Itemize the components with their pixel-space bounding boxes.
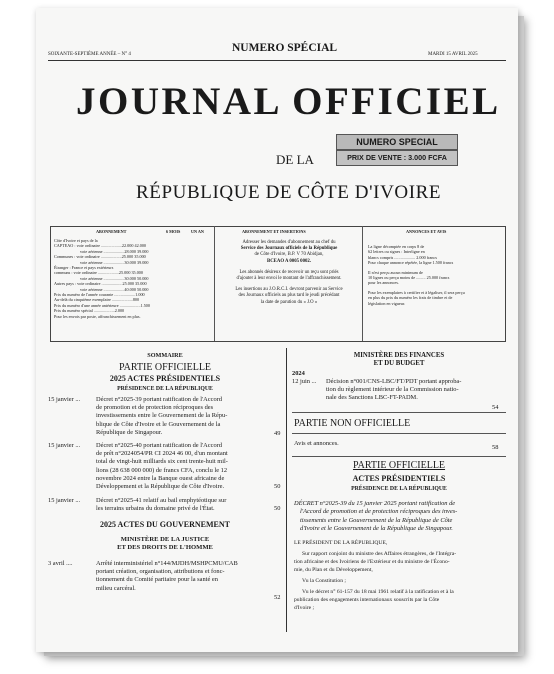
rate-row: Autres pays : voie ordinaire ....................25.000 35.000 [54,281,147,287]
entry-page: 52 [274,594,281,601]
journal-page [36,8,518,652]
annonce-row: pour les annonces. [368,280,400,286]
info-divider-2 [362,226,363,341]
rate-row: Étranger : France et pays extérieurs [54,265,114,271]
partie-officielle-heading: PARTIE OFFICIELLE [352,460,446,471]
justice-entry [48,560,284,601]
entry-line: de promotion et de protection réciproques des [96,404,214,412]
entry-page: 50 [274,505,281,512]
insertions-line: des Journaux officiels au plus tard le jeudi précédant [238,293,340,299]
presidence-heading: PRÉSIDENCE DE LA RÉPUBLIQUE [351,486,447,492]
rate-row: communs : voie ordinaire ....................25.000 35.000 [54,270,143,276]
rate-row: voie aérienne ....................28.000 39.000 [80,248,149,254]
rate-row: Pour les envois par poste, affranchissement en plus. [54,313,141,319]
rule-2 [292,433,506,434]
finances-entry [292,378,506,411]
rate-row: Prix du numéro spécial ....................2.000 [54,308,125,314]
entry-line: investissements entre le Gouvernement de la Répu- [96,412,228,420]
annonce-row: La ligne décomptée en corps 8 de [368,244,425,249]
entry-line: tionnement du Comité paritaire pour la santé en [96,576,218,584]
annonce-row: 62 lettres ou signes : Interligne en [368,249,425,255]
decret-line: tissements entre le Gouvernement de la République de Côte [300,516,453,524]
sommaire-presidence: PRÉSIDENCE DE LA RÉPUBLIQUE [117,386,213,392]
body-line: tion africaine et des Ivoiriens de l'Extérieur et du ministre de l'Écono- [294,559,450,565]
sommaire-partie: PARTIE OFFICIELLE [118,362,212,373]
rate-row: Communes : voie ordinaire ....................25.000 35.000 [54,254,146,260]
decret-line: d'Ivoire et le Gouvernement de la République de Singapour. [300,525,453,533]
annonce-row: Il n'est perçu aucun minimum de [368,269,423,275]
insertions-line: Adresser les demandes d'abonnement au chef du [242,240,336,245]
annonce-row: législation en vigueur. [368,300,406,306]
entry-line: Décret n°2025-39 portant ratification de l'Accord [96,396,222,403]
abonnement-col-1an: UN AN [191,229,204,234]
ministere-justice-2: ET DES DROITS DE L'HOMME [117,544,213,551]
entry-date: 15 janvier ... [48,442,81,449]
info-divider-1 [214,226,215,341]
ministere-finances-2: ET DU BUDGET [373,360,425,367]
avis-page: 58 [492,444,499,451]
stamp-price [336,150,458,166]
year-2024: 2024 [292,370,305,377]
rate-row: voie aérienne ....................30.000 39.000 [80,259,149,265]
annonce-row: Pour les exemplaires à certifier et à légaliser, il sera perçu [368,289,465,295]
sommaire-entry-3 [48,497,284,513]
annonce-row: 10 lignes ou perçu moins de ......... 25.000 francs [368,275,450,281]
entry-date: 15 janvier ... [48,396,81,403]
rate-row: Au-delà du cinquième exemplaire ....................800 [54,297,140,303]
republic-title: RÉPUBLIQUE DE CÔTE D'IVOIRE [136,182,442,203]
entry-date: 15 janvier ... [48,497,81,504]
rule-3 [292,456,506,457]
sommaire-entry-1 [48,396,284,437]
body-line: mie, du Plan et du Développement, [294,567,373,573]
actes-heading: ACTES PRÉSIDENTIELS [352,474,446,483]
entry-line: les terrains urbains du domaine privé de l'État. [96,505,215,513]
entry-line: total de vingt-huit milliards six cent trente-huit mil- [96,458,228,466]
insertions-line: BCEAO A 0005 0002. [267,258,311,264]
date-label: MARDI 15 AVRIL 2025 [428,52,478,57]
insertions-line: d'ajouter à leur envoi le montant de l'affranchissement. [236,276,342,282]
sommaire-actes: 2025 ACTES PRÉSIDENTIELS [109,374,221,383]
decret-line: l'Accord de promotion et de protection réciproques des inves- [300,508,458,516]
journal-title: JOURNAL OFFICIEL [76,80,501,123]
entry-date: 3 avril .... [48,560,73,567]
ministere-finances-1: MINISTÈRE DES FINANCES [353,352,445,359]
entry-line: milieu carcéral. [96,584,136,592]
insertions-line: Les insertions au J.O.R.C.I. devront parvenir au Service [235,287,343,293]
insertions-line: la date de parution du « J.O » [260,299,318,305]
stamp-numero-special [336,134,458,150]
entry-page: 50 [274,483,281,490]
annonces-heading: ANNONCES ET AVIS [406,229,447,234]
insertions-line: de Côte d'Ivoire, B.P. V 70 Abidjan, [254,252,324,258]
president-label: LE PRÉSIDENT DE LA RÉPUBLIQUE, [294,540,388,546]
entry-page: 54 [492,404,499,411]
rate-row: Côte d'Ivoire et pays de la [54,238,98,243]
ministere-justice-1: MINISTÈRE DE LA JUSTICE [120,536,210,543]
annonce-row: blancs compris .................... 2.000 francs [368,254,437,260]
entry-line: Décret n°2025-41 relatif au bail emphytéotique sur [96,497,227,504]
rate-row: voie aérienne ....................30.000 50.000 [80,275,149,281]
abonnement-col-6mois: 6 MOIS [166,229,181,234]
column-divider [286,348,287,632]
entry-line: portant création, organisation, attributions et fonc- [96,568,225,576]
body-line: Sur rapport conjoint du ministre des Affaires étrangères, de l'Intégra- [302,551,457,557]
abonnement-rates [54,238,212,319]
entry-page: 49 [274,430,281,437]
rule-1 [292,412,506,413]
sommaire-heading: SOMMAIRE [147,352,183,359]
non-officielle-heading: PARTIE NON OFFICIELLE [294,418,411,429]
entry-line: nale des Sanctions LBC-FT-PADM. [326,394,418,402]
edition-label: SOIXANTE-SEPTIÈME ANNÉE – N° 4 [48,52,131,57]
entry-line: République de Singapour. [96,428,163,436]
decret-line: DÉCRET n°2025-39 du 15 janvier 2025 portant ratification de [294,500,456,507]
entry-line: blique de Côte d'Ivoire et le Gouvernement de la [96,420,221,428]
body-line: Vu la Constitution ; [302,578,346,584]
entry-line: novembre 2024 entre la Banque ouest africaine de [96,474,225,482]
entry-date: 12 juin ... [292,378,317,385]
sommaire-entry-2 [48,442,284,491]
entry-line: tion du règlement intérieur de la Commission natio- [326,386,459,394]
insertions-line: Service des Journaux officiels de la République [240,246,338,252]
entry-line: Développement et la République de Côte d'Ivoire. [96,483,225,491]
entry-line: de prêt n°2024054/PR CI 2024 46 00, d'un montant [96,450,228,458]
body-line: publication des engagements internationaux souscrits par la Côte [294,597,440,603]
header-rule [48,60,506,61]
entry-line: Arrêté interministériel n°144/MJDH/MSHPCMU/CAB [96,560,238,567]
body-line: Vu le décret n° 61-157 du 18 mai 1961 relatif à la ratification et à la [302,589,454,595]
entry-line: Décision n°001/CNS-LBC/FT/PDT portant approba- [326,378,462,385]
decret-title [294,500,508,534]
annonces-text [368,244,502,306]
rate-row: Prix du numéro de l'année courante ....................1.000 [54,292,145,298]
entry-line: lions (28 638 000 000) de francs CFA, conclu le 12 [96,466,228,474]
insertions-text [220,240,358,306]
stamp-line1: NUMERO SPECIAL [356,137,438,147]
annonce-row: Pour chaque annonce répétée, la ligne 1.500 francs [368,260,454,266]
rate-row: voie aérienne ....................40.000 50.000 [80,286,149,292]
de-la-label: DE LA [276,152,314,167]
abonnement-heading: ABONNEMENT [96,229,127,234]
rate-row: CAPTEAO : voie ordinaire ....................22.000 42.000 [54,243,147,249]
gouvernement-heading: 2025 ACTES DU GOUVERNEMENT [99,520,230,529]
rate-row: Prix du numéro d'une année antérieure ....................1.500 [54,302,150,308]
body-line: d'Ivoire ; [294,605,315,611]
decret-body [294,550,508,612]
special-label: NUMERO SPÉCIAL [232,42,338,54]
insertions-line: Les abonnés désireux de recevoir un reçu sont priés [239,269,339,275]
entry-line: Décret n°2025-40 portant ratification de l'Accord [96,442,222,449]
insertions-heading: ABONNEMENT ET INSERTIONS [242,229,306,234]
annonce-row: en plus du prix du numéro les frais de timbre et de [368,295,453,301]
stamp-line2: PRIX DE VENTE : 3.000 FCFA [347,153,447,162]
avis-label: Avis et annonces. [294,440,339,447]
